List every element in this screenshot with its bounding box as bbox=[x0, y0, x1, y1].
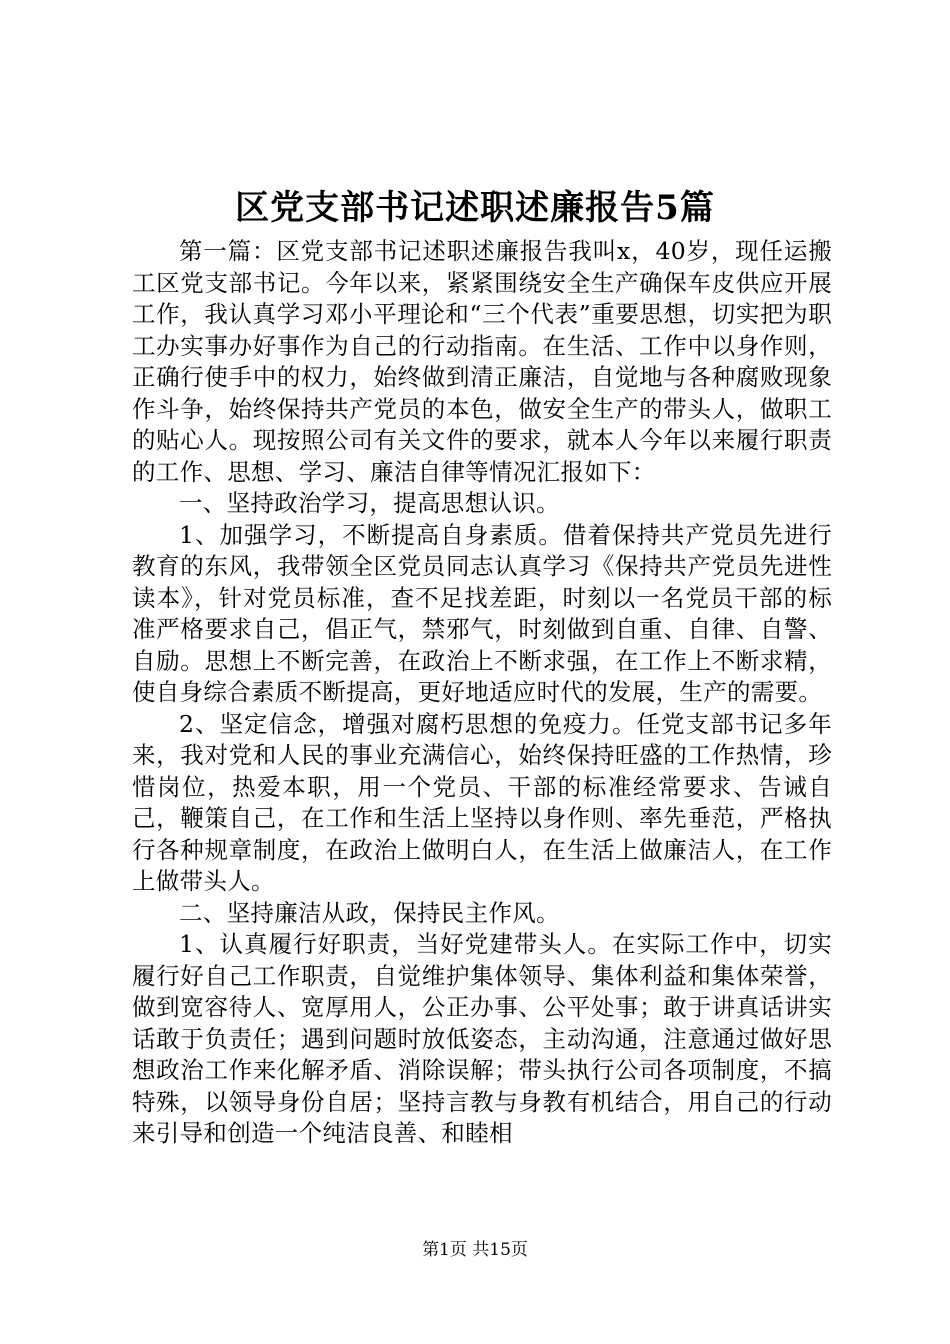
paragraph-1-2: 2、坚定信念，增强对腐朽思想的免疫力。任党支部书记多年来，我对党和人民的事业充满信心，始终保持旺盛的工作热情，珍惜岗位，热爱本职，用一个党员、干部的标准经常要求、告诫自己，鞭策自己，在工作和生活上坚持以身作则、率先垂范，严格执行各种规章制度，在政治上做明白人，在生活上做廉洁人，在工作上做带头人。 bbox=[132, 709, 832, 895]
paragraph-intro: 第一篇：区党支部书记述职述廉报告我叫x，40岁，现任运搬工区党支部书记。今年以来，紧紧围绕安全生产确保车皮供应开展工作，我认真学习邓小平理论和“三个代表”重要思想，切实把为职工办实事办好事作为自己的行动指南。在生活、工作中以身作则，正确行使手中的权力，始终做到清正廉洁，自觉地与各种腐败现象作斗争，始终保持共产党员的本色，做安全生产的带头人，做职工的贴心人。现按照公司有关文件的要求，就本人今年以来履行职责的工作、思想、学习、廉洁自律等情况汇报如下： bbox=[132, 237, 832, 486]
section-heading-2: 二、坚持廉洁从政，保持民主作风。 bbox=[179, 898, 560, 927]
page-number-footer: 第1页 共15页 bbox=[422, 1240, 528, 1260]
document-title: 区党支部书记述职述廉报告5篇 bbox=[235, 188, 715, 228]
document-body bbox=[132, 236, 832, 1150]
paragraph-1-1: 1、加强学习，不断提高自身素质。借着保持共产党员先进行教育的东风，我带领全区党员同志认真学习《保持共产党员先进性读本》，针对党员标准，查不足找差距，时刻以一名党员干部的标准严格要求自己，倡正气，禁邪气，时刻做到自重、自律、自警、自励。思想上不断完善，在政治上不断求强，在工作上不断求精，使自身综合素质不断提高，更好地适应时代的发展，生产的需要。 bbox=[132, 520, 832, 706]
paragraph-2-1: 1、认真履行好职责，当好党建带头人。在实际工作中，切实履行好自己工作职责，自觉维护集体领导、集体利益和集体荣誉，做到宽容待人、宽厚用人，公正办事、公平处事；敢于讲真话讲实话敢于负责任；遇到问题时放低姿态，主动沟通，注意通过做好思想政治工作来化解矛盾、消除误解；带头执行公司各项制度，不搞特殊，以领导身份自居；坚持言教与身教有机结合，用自己的行动来引导和创造一个纯洁良善、和睦相 bbox=[132, 930, 832, 1147]
section-heading-1: 一、坚持政治学习，提高思想认识。 bbox=[179, 489, 560, 517]
